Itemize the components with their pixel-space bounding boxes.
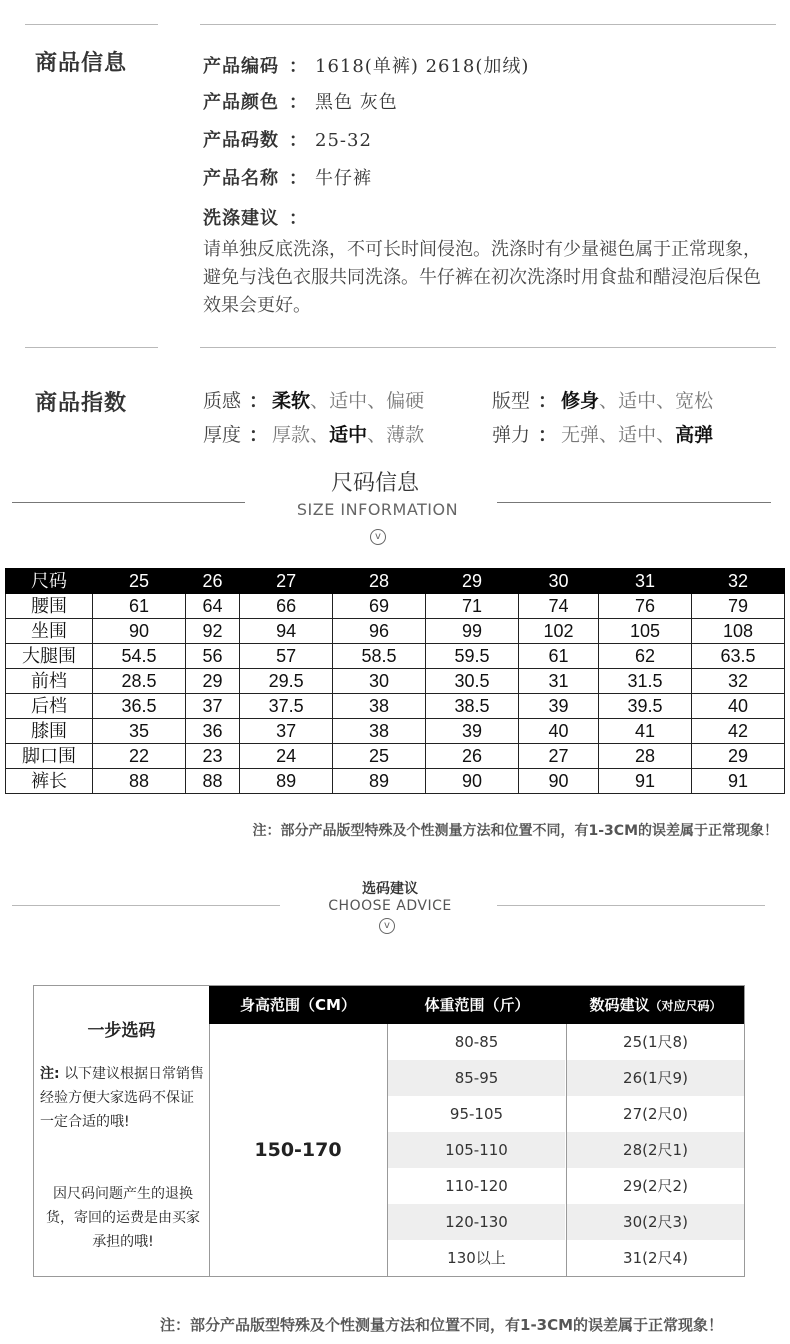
row-label: 坐围 <box>6 619 93 644</box>
table-row <box>6 669 785 694</box>
info-value: 黑色 灰色 <box>315 92 398 113</box>
table-cell: 61 <box>518 644 598 669</box>
table-cell: 66 <box>240 594 333 619</box>
colon: ： <box>538 424 558 446</box>
divider <box>12 502 245 503</box>
table-cell: 41 <box>599 719 692 744</box>
advice-left-panel <box>34 986 210 1276</box>
advice-left-title: 一步选码 <box>87 1021 156 1041</box>
table-cell: 40 <box>518 719 598 744</box>
colon: ： <box>538 390 558 412</box>
table-cell: 64 <box>185 594 239 619</box>
divider <box>200 24 776 25</box>
table-cell: 88 <box>93 769 186 794</box>
colon: ： <box>289 130 307 151</box>
divider <box>200 347 776 348</box>
table-cell: 37.5 <box>240 694 333 719</box>
size-cell: 29(2尺2) <box>623 1177 688 1195</box>
info-value: 牛仔裤 <box>315 168 372 189</box>
separator: 、 <box>656 390 676 412</box>
weight-cell: 130以上 <box>447 1249 506 1267</box>
table-row <box>6 619 785 644</box>
table-cell: 38 <box>333 694 426 719</box>
size-cell: 27(2尺0) <box>623 1105 688 1123</box>
info-value: 25-32 <box>315 130 372 151</box>
index-option: 宽松 <box>675 390 714 412</box>
info-row-sizes <box>203 126 372 152</box>
divider <box>25 347 158 348</box>
col-size-sub: （对应尺码） <box>649 999 722 1013</box>
table-cell: 29.5 <box>240 669 333 694</box>
table-cell: 23 <box>185 744 239 769</box>
size-cell: 26(1尺9) <box>567 1060 744 1096</box>
info-label: 产品名称 <box>203 168 279 189</box>
wash-instructions: 请单独反底洗涤，不可长时间侵泡。洗涤时有少量褪色属于正常现象，避免与浅色衣服共同洗涤。牛仔裤在初次洗涤时用食盐和醋浸泡后保色效果会更好。 <box>203 239 761 316</box>
table-cell: 40 <box>691 694 784 719</box>
section-title-product-index: 商品指数 <box>35 391 128 416</box>
chevron-down-circle-icon: v <box>379 918 395 934</box>
weight-cell: 120-130 <box>388 1204 565 1240</box>
index-row-texture <box>203 386 424 413</box>
index-label: 弹力 <box>492 424 531 446</box>
info-row-wash <box>203 204 315 230</box>
info-row-code <box>203 52 529 78</box>
advice-left-note2: 因尺码问题产生的退换货，寄回的运费是由买家承担的哦! <box>46 1186 200 1250</box>
info-label: 洗涤建议 <box>203 208 279 229</box>
table-cell: 90 <box>426 769 519 794</box>
table-cell: 90 <box>93 619 186 644</box>
table-cell: 99 <box>426 619 519 644</box>
index-label: 版型 <box>492 390 531 412</box>
table-cell: 90 <box>518 769 598 794</box>
index-option: 厚款 <box>272 424 311 446</box>
table-cell: 61 <box>93 594 186 619</box>
table-header-cell: 25 <box>93 569 186 594</box>
column-header-size <box>567 986 744 1024</box>
table-cell: 29 <box>185 669 239 694</box>
row-label: 脚口围 <box>6 744 93 769</box>
size-note: 注：部分产品版型特殊及个性测量方法和位置不同，有1-3CM的误差属于正常现象！ <box>252 823 778 839</box>
section-title-product-info: 商品信息 <box>35 51 128 76</box>
table-header-cell: 29 <box>426 569 519 594</box>
table-cell: 69 <box>333 594 426 619</box>
index-option: 偏硬 <box>386 390 425 412</box>
colon: ： <box>289 168 307 189</box>
table-cell: 28.5 <box>93 669 186 694</box>
row-label: 大腿围 <box>6 644 93 669</box>
index-label: 质感 <box>203 390 242 412</box>
table-cell: 38.5 <box>426 694 519 719</box>
separator: 、 <box>599 390 619 412</box>
index-option: 高弹 <box>675 424 714 446</box>
index-option: 适中 <box>618 390 657 412</box>
info-row-color <box>203 88 398 114</box>
separator: 、 <box>599 424 619 446</box>
weight-cell: 85-95 <box>388 1060 565 1096</box>
table-cell: 39 <box>426 719 519 744</box>
table-row <box>6 744 785 769</box>
separator: 、 <box>367 390 387 412</box>
table-cell: 30 <box>333 669 426 694</box>
table-row <box>6 694 785 719</box>
choose-advice-subtitle: CHOOSE ADVICE <box>328 898 452 914</box>
table-cell: 25 <box>333 744 426 769</box>
table-cell: 76 <box>599 594 692 619</box>
index-row-thickness <box>203 420 424 447</box>
table-header-cell: 尺码 <box>6 569 93 594</box>
table-row <box>6 719 785 744</box>
colon: ： <box>249 424 269 446</box>
separator: 、 <box>656 424 676 446</box>
table-cell: 42 <box>691 719 784 744</box>
weight-cell: 95-105 <box>449 1105 504 1123</box>
index-row-stretch <box>492 420 713 447</box>
table-cell: 91 <box>599 769 692 794</box>
divider <box>497 905 765 906</box>
table-cell: 38 <box>333 719 426 744</box>
table-cell: 88 <box>185 769 239 794</box>
weight-cell: 105-110 <box>388 1132 565 1168</box>
chevron-down-circle-icon: v <box>370 529 386 545</box>
table-cell: 91 <box>691 769 784 794</box>
colon: ： <box>289 208 307 229</box>
table-cell: 32 <box>691 669 784 694</box>
divider <box>25 24 158 25</box>
table-cell: 105 <box>599 619 692 644</box>
choose-advice-title: 选码建议 <box>362 881 418 897</box>
table-cell: 39 <box>518 694 598 719</box>
info-label: 产品颜色 <box>203 92 279 113</box>
index-option: 适中 <box>618 424 657 446</box>
table-cell: 89 <box>333 769 426 794</box>
table-cell: 58.5 <box>333 644 426 669</box>
table-cell: 39.5 <box>599 694 692 719</box>
table-header-cell: 26 <box>185 569 239 594</box>
choose-advice-table <box>33 985 745 1277</box>
row-label: 后档 <box>6 694 93 719</box>
col-size-main: 数码建议 <box>589 996 650 1014</box>
weight-cell: 110-120 <box>445 1177 508 1195</box>
table-header-cell: 30 <box>518 569 598 594</box>
divider <box>497 502 771 503</box>
index-option: 修身 <box>561 390 600 412</box>
table-cell: 35 <box>93 719 186 744</box>
divider <box>12 905 280 906</box>
table-cell: 74 <box>518 594 598 619</box>
table-cell: 31 <box>518 669 598 694</box>
index-option: 柔软 <box>272 390 311 412</box>
size-info-subtitle: SIZE INFORMATION <box>296 500 459 519</box>
separator: 、 <box>367 424 387 446</box>
row-label: 腰围 <box>6 594 93 619</box>
table-cell: 28 <box>599 744 692 769</box>
index-option: 适中 <box>329 424 368 446</box>
table-cell: 57 <box>240 644 333 669</box>
table-cell: 24 <box>240 744 333 769</box>
table-cell: 102 <box>518 619 598 644</box>
table-cell: 94 <box>240 619 333 644</box>
table-header-cell: 27 <box>240 569 333 594</box>
column-header-height: 身高范围（CM） <box>209 986 387 1024</box>
table-header-cell: 31 <box>599 569 692 594</box>
table-row <box>6 769 785 794</box>
height-range: 150-170 <box>209 1024 388 1276</box>
info-label: 产品编码 <box>203 56 279 77</box>
table-cell: 59.5 <box>426 644 519 669</box>
separator: 、 <box>310 390 330 412</box>
row-label: 前档 <box>6 669 93 694</box>
advice-note: 注：部分产品版型特殊及个性测量方法和位置不同，有1-3CM的误差属于正常现象！ <box>160 1316 724 1334</box>
table-cell: 36.5 <box>93 694 186 719</box>
size-info-title: 尺码信息 <box>330 471 419 496</box>
table-header-cell: 28 <box>333 569 426 594</box>
table-cell: 56 <box>185 644 239 669</box>
table-cell: 62 <box>599 644 692 669</box>
index-option: 薄款 <box>386 424 425 446</box>
table-cell: 71 <box>426 594 519 619</box>
size-cell: 30(2尺3) <box>567 1204 744 1240</box>
table-row <box>6 644 785 669</box>
column-header-weight: 体重范围（斤） <box>387 986 567 1024</box>
table-cell: 37 <box>185 694 239 719</box>
index-label: 厚度 <box>203 424 242 446</box>
note-text: 以下建议根据日常销售经验方便大家选码不保证一定合适的哦! <box>40 1066 205 1130</box>
table-cell: 22 <box>93 744 186 769</box>
table-cell: 79 <box>691 594 784 619</box>
table-cell: 108 <box>691 619 784 644</box>
table-cell: 27 <box>518 744 598 769</box>
advice-left-note <box>40 1062 206 1134</box>
separator: 、 <box>310 424 330 446</box>
table-cell: 31.5 <box>599 669 692 694</box>
table-cell: 92 <box>185 619 239 644</box>
column-divider <box>566 1024 567 1276</box>
note-prefix: 注: <box>40 1066 60 1082</box>
table-header-row <box>6 569 785 594</box>
table-cell: 26 <box>426 744 519 769</box>
table-cell: 89 <box>240 769 333 794</box>
table-cell: 54.5 <box>93 644 186 669</box>
index-option: 适中 <box>329 390 368 412</box>
table-cell: 36 <box>185 719 239 744</box>
colon: ： <box>249 390 269 412</box>
table-cell: 37 <box>240 719 333 744</box>
info-value: 1618(单裤) 2618(加绒) <box>315 56 530 77</box>
size-cell: 25(1尺8) <box>623 1033 688 1051</box>
colon: ： <box>289 56 307 77</box>
weight-cell: 80-85 <box>454 1033 499 1051</box>
table-cell: 29 <box>691 744 784 769</box>
size-cell: 31(2尺4) <box>623 1249 688 1267</box>
info-label: 产品码数 <box>203 130 279 151</box>
size-table <box>5 568 785 794</box>
row-label: 裤长 <box>6 769 93 794</box>
size-cell: 28(2尺1) <box>567 1132 744 1168</box>
table-row <box>6 594 785 619</box>
colon: ： <box>289 92 307 113</box>
table-cell: 96 <box>333 619 426 644</box>
table-header-cell: 32 <box>691 569 784 594</box>
index-option: 无弹 <box>561 424 600 446</box>
table-cell: 63.5 <box>691 644 784 669</box>
index-row-fit <box>492 386 713 413</box>
info-row-name <box>203 164 372 190</box>
table-cell: 30.5 <box>426 669 519 694</box>
row-label: 膝围 <box>6 719 93 744</box>
